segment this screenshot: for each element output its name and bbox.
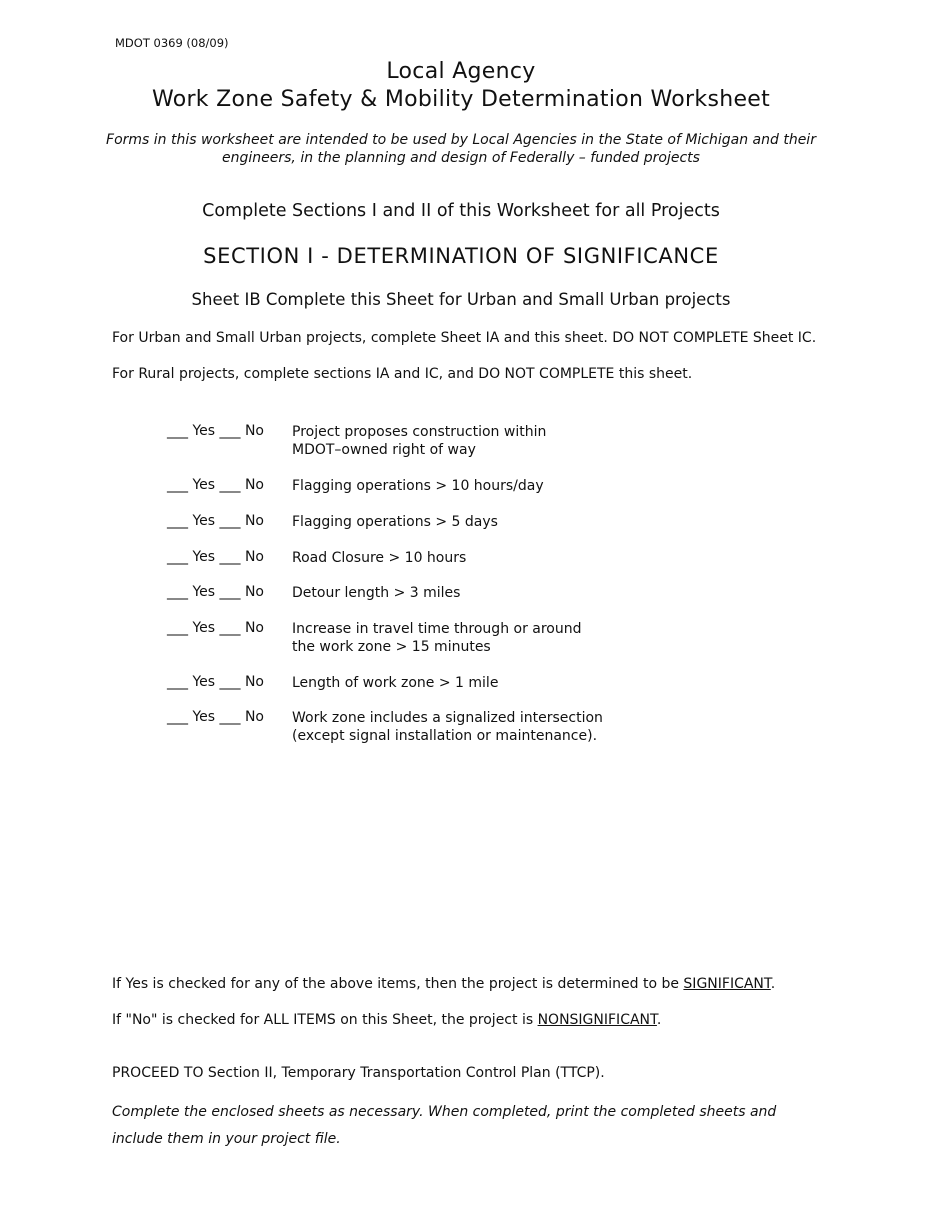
criteria-item <box>167 620 767 674</box>
document-title <box>0 58 922 114</box>
intro-line-2: engineers, in the planning and design of Federally – funded projects <box>222 150 700 166</box>
nonsignificant-period: . <box>656 1012 662 1028</box>
significant-period: . <box>770 976 776 992</box>
criteria-list <box>167 423 767 749</box>
yes-no-checkbox[interactable]: ___ Yes ___ No <box>167 620 264 636</box>
yes-no-checkbox[interactable]: ___ Yes ___ No <box>167 477 264 493</box>
yes-no-checkbox[interactable]: ___ Yes ___ No <box>167 709 264 725</box>
criteria-text-cont: (except signal installation or maintenance). <box>292 728 598 744</box>
significant-text: If Yes is checked for any of the above items, then the project is determined to be <box>112 976 684 992</box>
criteria-text-cont: MDOT–owned right of way <box>292 442 476 458</box>
criteria-text: Work zone includes a signalized intersection <box>292 710 603 726</box>
criteria-item <box>167 584 767 620</box>
criteria-text: Length of work zone > 1 mile <box>292 675 499 691</box>
closing-note: Complete the enclosed sheets as necessary. When completed, print the completed sheets and include them in your project file. <box>112 1104 777 1147</box>
title-line-1: Local Agency <box>386 59 536 84</box>
yes-no-checkbox[interactable]: ___ Yes ___ No <box>167 584 264 600</box>
criteria-item <box>167 477 767 513</box>
general-instruction: Complete Sections I and II of this Worksheet for all Projects <box>202 201 720 221</box>
section-heading: SECTION I - DETERMINATION OF SIGNIFICANCE <box>203 244 719 268</box>
significant-term: SIGNIFICANT <box>683 976 771 992</box>
criteria-item <box>167 674 767 709</box>
sheet-subtitle: Sheet IB Complete this Sheet for Urban and Small Urban projects <box>191 290 731 309</box>
urban-instruction: For Urban and Small Urban projects, complete Sheet IA and this sheet. DO NOT COMPLETE Sheet IC. <box>112 330 817 346</box>
yes-no-checkbox[interactable]: ___ Yes ___ No <box>167 549 264 565</box>
nonsignificant-result <box>112 1012 661 1028</box>
criteria-text: Project proposes construction within <box>292 424 547 440</box>
form-number: MDOT 0369 (08/09) <box>115 36 229 50</box>
significant-result <box>112 976 775 992</box>
yes-no-checkbox[interactable]: ___ Yes ___ No <box>167 423 264 439</box>
criteria-text: Flagging operations > 10 hours/day <box>292 478 544 494</box>
yes-no-checkbox[interactable]: ___ Yes ___ No <box>167 674 264 690</box>
title-line-2: Work Zone Safety & Mobility Determination Worksheet <box>151 87 771 112</box>
criteria-item <box>167 423 767 477</box>
criteria-text: Road Closure > 10 hours <box>292 550 467 566</box>
intro-line-1: Forms in this worksheet are intended to be used by Local Agencies in the State of Michigan and their <box>106 132 816 148</box>
yes-no-checkbox[interactable]: ___ Yes ___ No <box>167 513 264 529</box>
criteria-item <box>167 513 767 549</box>
criteria-text: Increase in travel time through or around <box>292 621 582 637</box>
nonsignificant-term: NONSIGNIFICANT <box>537 1012 657 1028</box>
criteria-text: Flagging operations > 5 days <box>292 514 498 530</box>
proceed-instruction: PROCEED TO Section II, Temporary Transportation Control Plan (TTCP). <box>112 1065 605 1081</box>
criteria-text-cont: the work zone > 15 minutes <box>292 639 491 655</box>
criteria-item <box>167 549 767 584</box>
rural-instruction: For Rural projects, complete sections IA and IC, and DO NOT COMPLETE this sheet. <box>112 366 693 382</box>
criteria-text: Detour length > 3 miles <box>292 585 461 601</box>
nonsignificant-text: If "No" is checked for ALL ITEMS on this Sheet, the project is <box>112 1012 538 1028</box>
criteria-item <box>167 709 767 749</box>
intro-note <box>100 131 822 167</box>
